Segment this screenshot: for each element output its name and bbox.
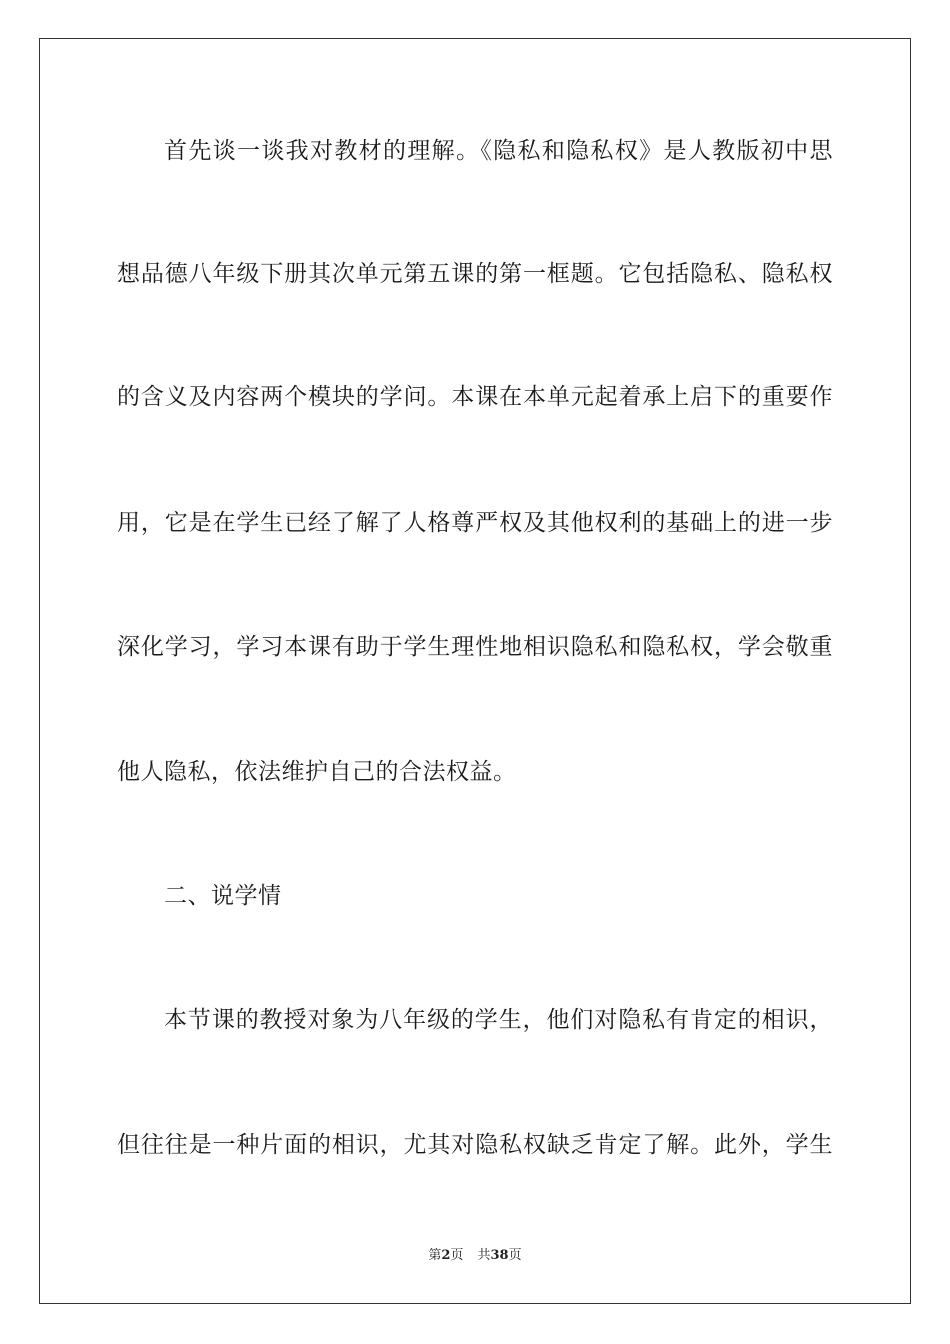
page-footer (0, 1247, 950, 1265)
paragraph-line: 本节课的教授对象为八年级的学生，他们对隐私有肯定的相识， (164, 1007, 833, 1033)
page-suffix: 页 (450, 1248, 464, 1263)
paragraph-line: 深化学习，学习本课有助于学生理性地相识隐私和隐私权，学会敬重 (117, 634, 833, 660)
page-prefix: 第 (428, 1248, 442, 1263)
page-number: 2 (441, 1248, 451, 1263)
total-prefix: 共 (477, 1248, 491, 1263)
paragraph-line: 他人隐私，依法维护自己的合法权益。 (117, 759, 517, 785)
paragraph-line: 首先谈一谈我对教材的理解。《隐私和隐私权》是人教版初中思 (164, 138, 833, 164)
section-heading: 二、说学情 (164, 883, 282, 909)
total-suffix: 页 (508, 1248, 522, 1263)
paragraph-line: 的含义及内容两个模块的学问。本课在本单元起着承上启下的重要作 (117, 384, 833, 410)
paragraph-line: 用，它是在学生已经了解了人格尊严权及其他权利的基础上的进一步 (117, 510, 833, 536)
page-border (39, 38, 911, 1304)
paragraph-line: 想品德八年级下册其次单元第五课的第一框题。它包括隐私、隐私权 (117, 261, 833, 287)
total-pages: 38 (490, 1248, 509, 1263)
paragraph-line: 但往往是一种片面的相识，尤其对隐私权缺乏肯定了解。此外，学生 (117, 1132, 833, 1158)
